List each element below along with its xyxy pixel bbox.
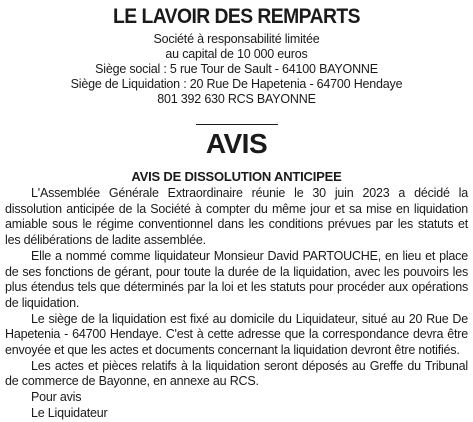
company-info (0, 32, 473, 107)
paragraph-filing: Les actes et pièces relatifs à la liquidation seront déposés au Greffe du Tribunal de commerce de Bayonne, en annexe au RCS. (5, 358, 468, 389)
company-rcs-number: 801 392 630 RCS BAYONNE (157, 92, 316, 106)
paragraph-liquidator: Elle a nommé comme liquidateur Monsieur David PARTOUCHE, en lieu et place de ses fonctions de gérant, pour toute la durée de la liquidation, avec les pouvoirs les plus étendus tels que déterminés par la loi et les statuts pour procéder aux opérations de liquidation. (5, 248, 468, 310)
company-legal-form: Société à responsabilité limitée (153, 32, 320, 46)
company-liquidation-office: Siège de Liquidation : 20 Rue De Hapetenia - 64700 Hendaye (70, 77, 403, 91)
signature-line: Le Liquidateur (31, 405, 108, 420)
notice-subtitle: AVIS DE DISSOLUTION ANTICIPEE (131, 169, 342, 184)
company-capital: au capital de 10 000 euros (165, 47, 308, 61)
notice-body (5, 186, 468, 422)
paragraph-liquidation-seat: Le siège de la liquidation est fixé au domicile du Liquidateur, situé au 20 Rue De Hapetenia - 64700 Hendaye. C'est à cette adresse que la correspondance devra être envoyée et que les actes et documents concernant la liquidation devront être notifiés. (5, 311, 468, 358)
title-divider (196, 124, 278, 125)
closing-line: Pour avis (31, 390, 82, 405)
paragraph-dissolution: L'Assemblée Générale Extraordinaire réunie le 30 juin 2023 a décidé la dissolution anticipée de la Société à compter du même jour et sa mise en liquidation amiable sous le régime conventionnel dans les conditions prévues par les statuts et les délibérations de ladite assemblée. (5, 186, 468, 248)
notice-title: AVIS (205, 128, 268, 159)
company-name: LE LAVOIR DES REMPARTS (113, 5, 360, 28)
company-registered-office: Siège social : 5 rue Tour de Sault - 64100 BAYONNE (95, 62, 378, 76)
